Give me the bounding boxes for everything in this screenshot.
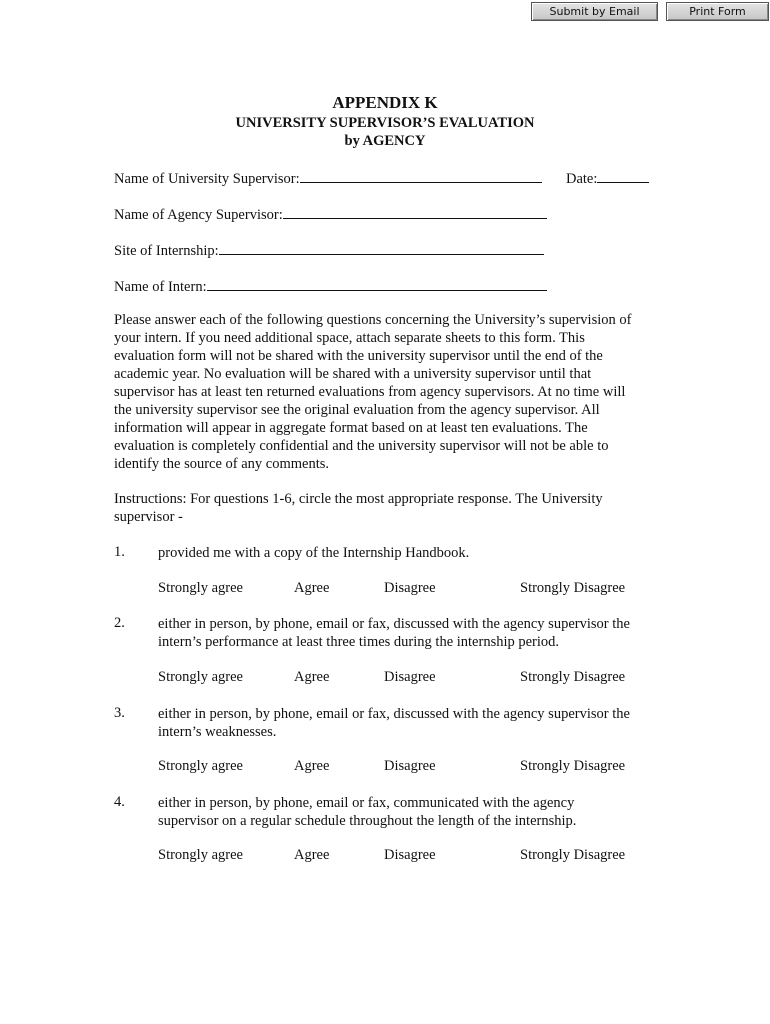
question-line: either in person, by phone, email or fax, discussed with the agency supervisor the [158, 706, 630, 722]
intro-line: supervisor has at least ten returned evaluations from agency supervisors. At no time will [114, 384, 626, 400]
question-number: 3. [114, 705, 125, 721]
option-strongly-disagree[interactable]: Strongly Disagree [520, 669, 626, 685]
site-field[interactable] [219, 240, 544, 255]
intro-line: your intern. If you need additional space, attach separate sheets to this form. This [114, 330, 585, 346]
question-line: intern’s performance at least three times during the internship period. [158, 634, 560, 650]
question-text [158, 544, 658, 562]
question-number: 1. [114, 544, 125, 560]
intro-line: evaluation form will not be shared with the university supervisor until the end of the [114, 348, 603, 364]
instructions-paragraph [114, 490, 659, 526]
option-disagree[interactable]: Disagree [384, 669, 436, 685]
intro-paragraph [114, 311, 659, 473]
intro-line: academic year. No evaluation will be shared with a university supervisor until that [114, 366, 592, 382]
date-row [566, 168, 649, 188]
intro-line: identify the source of any comments. [114, 456, 330, 472]
option-disagree[interactable]: Disagree [384, 847, 436, 863]
option-disagree[interactable]: Disagree [384, 580, 436, 596]
date-label: Date: [566, 171, 598, 187]
option-strongly-disagree[interactable]: Strongly Disagree [520, 758, 626, 774]
site-row [114, 240, 544, 260]
question-line: either in person, by phone, email or fax, discussed with the agency supervisor the [158, 616, 630, 632]
agency-supervisor-field[interactable] [283, 204, 547, 219]
intro-line: information will appear in aggregate format based on at least ten evaluations. The [114, 420, 588, 436]
option-strongly-disagree[interactable]: Strongly Disagree [520, 847, 626, 863]
university-supervisor-label: Name of University Supervisor: [114, 171, 300, 187]
option-agree[interactable]: Agree [294, 669, 330, 685]
date-field[interactable] [597, 168, 649, 183]
agency-supervisor-row [114, 204, 547, 224]
option-strongly-agree[interactable]: Strongly agree [158, 847, 243, 863]
question-text [158, 794, 658, 830]
option-strongly-agree[interactable]: Strongly agree [158, 758, 243, 774]
intro-line: the university supervisor see the original evaluation from the agency supervisor. All [114, 402, 600, 418]
option-disagree[interactable]: Disagree [384, 758, 436, 774]
question-text [158, 705, 658, 741]
option-strongly-agree[interactable]: Strongly agree [158, 580, 243, 596]
site-label: Site of Internship: [114, 243, 219, 259]
intro-line: evaluation is completely confidential and the university supervisor will not be able to [114, 438, 609, 454]
question-number: 2. [114, 615, 125, 631]
question-4-options [158, 847, 658, 865]
university-supervisor-row [114, 168, 542, 188]
option-strongly-disagree[interactable]: Strongly Disagree [520, 580, 626, 596]
question-text [158, 615, 658, 651]
option-agree[interactable]: Agree [294, 580, 330, 596]
question-line: either in person, by phone, email or fax, communicated with the agency [158, 795, 575, 811]
print-form-button[interactable]: Print Form [666, 2, 769, 21]
submit-by-email-button[interactable]: Submit by Email [531, 2, 658, 21]
question-line: intern’s weaknesses. [158, 724, 277, 740]
instructions-line: supervisor - [114, 509, 183, 525]
option-agree[interactable]: Agree [294, 847, 330, 863]
agency-supervisor-label: Name of Agency Supervisor: [114, 207, 283, 223]
instructions-line: Instructions: For questions 1-6, circle the most appropriate response. The University [114, 491, 603, 507]
intern-field[interactable] [207, 276, 547, 291]
intern-label: Name of Intern: [114, 279, 207, 295]
question-line: supervisor on a regular schedule throughout the length of the internship. [158, 813, 577, 829]
intro-line: Please answer each of the following questions concerning the University’s supervision of [114, 312, 632, 328]
appendix-heading: APPENDIX K [332, 93, 438, 112]
university-supervisor-field[interactable] [300, 168, 542, 183]
form-subtitle: by AGENCY [344, 133, 426, 149]
option-agree[interactable]: Agree [294, 758, 330, 774]
question-3-options [158, 758, 658, 776]
option-strongly-agree[interactable]: Strongly agree [158, 669, 243, 685]
question-1-options [158, 580, 658, 598]
form-title: UNIVERSITY SUPERVISOR’S EVALUATION [235, 115, 535, 131]
question-2-options [158, 669, 658, 687]
intern-row [114, 276, 547, 296]
question-number: 4. [114, 794, 125, 810]
question-line: provided me with a copy of the Internship Handbook. [158, 545, 470, 561]
